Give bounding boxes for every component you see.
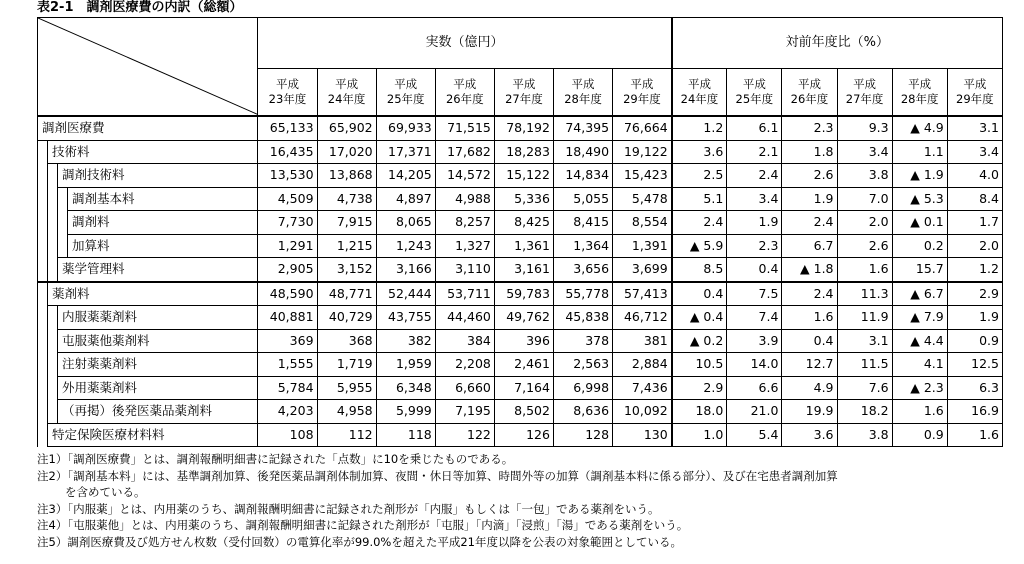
header-row-groups [38, 18, 1003, 69]
ratio-value: 8.4 [947, 187, 1002, 211]
row-label: 調剤基本料 [68, 187, 258, 211]
indent-cell [38, 353, 48, 377]
ratio-value: 2.9 [947, 282, 1002, 306]
ratio-value: 1.6 [782, 306, 837, 330]
year-header-actual-0: 平成 23年度 [258, 69, 317, 117]
year-header-ratio-3: 平成 27年度 [837, 69, 892, 117]
actual-value: 15,423 [613, 164, 672, 188]
indent-cell [38, 211, 48, 235]
ratio-value: 7.6 [837, 376, 892, 400]
indent-cell [48, 164, 58, 188]
actual-value: 3,161 [494, 258, 553, 282]
actual-value: 15,122 [494, 164, 553, 188]
row-label: 内服薬薬剤料 [58, 306, 258, 330]
row-label: （再掲）後発医薬品薬剤料 [58, 400, 258, 424]
ratio-value: ▲ 6.7 [892, 282, 947, 306]
actual-value: 1,243 [376, 234, 435, 258]
ratio-value: ▲ 5.3 [892, 187, 947, 211]
ratio-value: 12.7 [782, 353, 837, 377]
actual-value: 3,110 [435, 258, 494, 282]
actual-value: 8,554 [613, 211, 672, 235]
ratio-value: 2.1 [727, 140, 782, 164]
indent-cell [48, 187, 58, 211]
ratio-value: 0.9 [947, 329, 1002, 353]
table-title: 表2-1 調剤医療費の内訳（総額） [37, 0, 243, 15]
row-label: 調剤医療費 [38, 116, 258, 140]
actual-value: 19,122 [613, 140, 672, 164]
ratio-value: 15.7 [892, 258, 947, 282]
ratio-value: 1.8 [782, 140, 837, 164]
ratio-value: 2.6 [782, 164, 837, 188]
ratio-value: 10.5 [672, 353, 727, 377]
ratio-value: 2.3 [782, 116, 837, 140]
row-label: 薬学管理料 [58, 258, 258, 282]
actual-value: 381 [613, 329, 672, 353]
actual-value: 45,838 [553, 306, 612, 330]
indent-cell [48, 353, 58, 377]
actual-value: 3,699 [613, 258, 672, 282]
indent-cell [38, 329, 48, 353]
indent-cell [48, 234, 58, 258]
actual-value: 74,395 [553, 116, 612, 140]
row-label: 外用薬薬剤料 [58, 376, 258, 400]
actual-value: 5,336 [494, 187, 553, 211]
ratio-value: 1.6 [837, 258, 892, 282]
table-row [38, 376, 1003, 400]
actual-value: 384 [435, 329, 494, 353]
ratio-value: 7.4 [727, 306, 782, 330]
actual-value: 40,881 [258, 306, 317, 330]
ratio-value: 21.0 [727, 400, 782, 424]
ratio-value: 2.0 [837, 211, 892, 235]
ratio-value: 7.5 [727, 282, 782, 306]
ratio-value: 1.6 [892, 400, 947, 424]
actual-value: 14,205 [376, 164, 435, 188]
actual-value: 44,460 [435, 306, 494, 330]
table-row [38, 234, 1003, 258]
actual-value: 1,719 [317, 353, 376, 377]
ratio-value: 16.9 [947, 400, 1002, 424]
actual-value: 8,065 [376, 211, 435, 235]
table-row [38, 353, 1003, 377]
actual-value: 7,195 [435, 400, 494, 424]
ratio-value: 2.6 [837, 234, 892, 258]
actual-value: 55,778 [553, 282, 612, 306]
actual-value: 8,636 [553, 400, 612, 424]
ratio-value: 3.6 [782, 423, 837, 447]
actual-value: 5,955 [317, 376, 376, 400]
indent-cell [48, 376, 58, 400]
row-label: 技術料 [48, 140, 258, 164]
ratio-value: 2.4 [782, 282, 837, 306]
actual-value: 14,834 [553, 164, 612, 188]
actual-value: 7,436 [613, 376, 672, 400]
year-header-actual-1: 平成 24年度 [317, 69, 376, 117]
dispensing-cost-table [37, 17, 1003, 447]
indent-cell [48, 400, 58, 424]
ratio-value: 1.9 [947, 306, 1002, 330]
year-header-ratio-5: 平成 29年度 [947, 69, 1002, 117]
actual-value: 8,502 [494, 400, 553, 424]
actual-value: 52,444 [376, 282, 435, 306]
year-header-actual-2: 平成 25年度 [376, 69, 435, 117]
actual-value: 76,664 [613, 116, 672, 140]
ratio-value: 3.4 [727, 187, 782, 211]
year-header-actual-4: 平成 27年度 [494, 69, 553, 117]
indent-cell [38, 140, 48, 164]
actual-value: 1,364 [553, 234, 612, 258]
indent-cell [38, 164, 48, 188]
indent-cell [38, 376, 48, 400]
actual-value: 65,902 [317, 116, 376, 140]
actual-value: 130 [613, 423, 672, 447]
ratio-value: 1.2 [947, 258, 1002, 282]
year-header-ratio-2: 平成 26年度 [782, 69, 837, 117]
table-row [38, 423, 1003, 447]
actual-value: 368 [317, 329, 376, 353]
actual-value: 7,730 [258, 211, 317, 235]
actual-value: 2,905 [258, 258, 317, 282]
actual-value: 53,711 [435, 282, 494, 306]
ratio-value: 3.8 [837, 164, 892, 188]
table-row [38, 258, 1003, 282]
indent-cell [48, 211, 58, 235]
actual-value: 17,371 [376, 140, 435, 164]
row-label: 薬剤料 [48, 282, 258, 306]
ratio-value: 12.5 [947, 353, 1002, 377]
ratio-value: 6.7 [782, 234, 837, 258]
indent-cell [38, 306, 48, 330]
ratio-value: 3.8 [837, 423, 892, 447]
actual-value: 396 [494, 329, 553, 353]
table-row [38, 282, 1003, 306]
ratio-value: 2.4 [672, 211, 727, 235]
ratio-value: 0.4 [727, 258, 782, 282]
ratio-value: 0.4 [782, 329, 837, 353]
ratio-value: 2.4 [727, 164, 782, 188]
ratio-value: 0.4 [672, 282, 727, 306]
ratio-value: 2.0 [947, 234, 1002, 258]
ratio-value: 3.4 [837, 140, 892, 164]
actual-value: 5,478 [613, 187, 672, 211]
ratio-value: 4.1 [892, 353, 947, 377]
actual-value: 10,092 [613, 400, 672, 424]
actual-value: 16,435 [258, 140, 317, 164]
actual-value: 59,783 [494, 282, 553, 306]
row-label: 加算料 [68, 234, 258, 258]
ratio-value: 3.1 [947, 116, 1002, 140]
ratio-value: ▲ 7.9 [892, 306, 947, 330]
ratio-value: 2.9 [672, 376, 727, 400]
actual-value: 3,152 [317, 258, 376, 282]
actual-value: 369 [258, 329, 317, 353]
actual-value: 4,203 [258, 400, 317, 424]
actual-value: 2,208 [435, 353, 494, 377]
ratio-value: ▲ 4.9 [892, 116, 947, 140]
footnote-line: 注3）「内服薬」とは、内用薬のうち、調剤報酬明細書に記録された剤形が「内服」もしくは「一包」である薬剤をいう。 [37, 501, 660, 516]
indent-cell [58, 234, 68, 258]
actual-value: 17,682 [435, 140, 494, 164]
ratio-value: 1.9 [727, 211, 782, 235]
actual-value: 1,555 [258, 353, 317, 377]
ratio-value: ▲ 2.3 [892, 376, 947, 400]
ratio-value: 11.5 [837, 353, 892, 377]
actual-value: 3,166 [376, 258, 435, 282]
actual-value: 18,283 [494, 140, 553, 164]
ratio-value: 4.9 [782, 376, 837, 400]
actual-value: 40,729 [317, 306, 376, 330]
footnotes [37, 451, 1017, 550]
actual-value: 382 [376, 329, 435, 353]
ratio-value: 6.1 [727, 116, 782, 140]
ratio-value: ▲ 5.9 [672, 234, 727, 258]
ratio-value: ▲ 0.2 [672, 329, 727, 353]
actual-value: 18,490 [553, 140, 612, 164]
row-label: 屯服薬他薬剤料 [58, 329, 258, 353]
indent-cell [38, 234, 48, 258]
ratio-value: ▲ 0.1 [892, 211, 947, 235]
ratio-value: 0.2 [892, 234, 947, 258]
actual-value: 8,425 [494, 211, 553, 235]
actual-value: 7,164 [494, 376, 553, 400]
ratio-value: 1.2 [672, 116, 727, 140]
year-header-ratio-4: 平成 28年度 [892, 69, 947, 117]
table-row [38, 400, 1003, 424]
ratio-value: 3.4 [947, 140, 1002, 164]
ratio-value: 1.1 [892, 140, 947, 164]
actual-value: 2,563 [553, 353, 612, 377]
indent-cell [58, 211, 68, 235]
actual-value: 1,291 [258, 234, 317, 258]
ratio-value: 5.1 [672, 187, 727, 211]
ratio-value: 6.3 [947, 376, 1002, 400]
ratio-value: 8.5 [672, 258, 727, 282]
footnote-line: 注5）調剤医療費及び処方せん枚数（受付回数）の電算化率が99.0%を超えた平成21年度以降を公表の対象範囲としている。 [37, 534, 682, 549]
actual-value: 5,784 [258, 376, 317, 400]
actual-value: 1,959 [376, 353, 435, 377]
ratio-value: 4.0 [947, 164, 1002, 188]
ratio-value: 5.4 [727, 423, 782, 447]
row-label: 調剤料 [68, 211, 258, 235]
table-row [38, 164, 1003, 188]
actual-value: 1,215 [317, 234, 376, 258]
table-row [38, 140, 1003, 164]
ratio-value: 3.1 [837, 329, 892, 353]
table-row [38, 116, 1003, 140]
actual-value: 8,257 [435, 211, 494, 235]
indent-cell [58, 187, 68, 211]
ratio-value: 1.9 [782, 187, 837, 211]
ratio-value: ▲ 1.8 [782, 258, 837, 282]
year-header-ratio-0: 平成 24年度 [672, 69, 727, 117]
actual-value: 4,509 [258, 187, 317, 211]
actual-value: 69,933 [376, 116, 435, 140]
table-row [38, 187, 1003, 211]
indent-cell [48, 306, 58, 330]
ratio-value: 3.9 [727, 329, 782, 353]
ratio-value: ▲ 1.9 [892, 164, 947, 188]
actual-value: 13,530 [258, 164, 317, 188]
actual-value: 46,712 [613, 306, 672, 330]
footnote-line: を含めている。 [65, 485, 146, 499]
actual-value: 6,660 [435, 376, 494, 400]
ratio-value: 9.3 [837, 116, 892, 140]
row-label: 調剤技術料 [58, 164, 258, 188]
table-row [38, 329, 1003, 353]
corner-cell [38, 18, 258, 117]
indent-cell [38, 282, 48, 306]
ratio-value: 1.0 [672, 423, 727, 447]
actual-value: 2,461 [494, 353, 553, 377]
ratio-value: 2.3 [727, 234, 782, 258]
ratio-value: 19.9 [782, 400, 837, 424]
ratio-value: 1.6 [947, 423, 1002, 447]
actual-value: 14,572 [435, 164, 494, 188]
actual-value: 4,958 [317, 400, 376, 424]
actual-value: 13,868 [317, 164, 376, 188]
actual-value: 118 [376, 423, 435, 447]
actual-value: 2,884 [613, 353, 672, 377]
ratio-value: 2.5 [672, 164, 727, 188]
row-label: 特定保険医療材料料 [48, 423, 258, 447]
year-header-actual-3: 平成 26年度 [435, 69, 494, 117]
ratio-value: 2.4 [782, 211, 837, 235]
actual-value: 48,590 [258, 282, 317, 306]
actual-value: 6,348 [376, 376, 435, 400]
ratio-value: 18.0 [672, 400, 727, 424]
ratio-value: 1.7 [947, 211, 1002, 235]
actual-value: 17,020 [317, 140, 376, 164]
row-label: 注射薬薬剤料 [58, 353, 258, 377]
ratio-value: 14.0 [727, 353, 782, 377]
actual-value: 128 [553, 423, 612, 447]
ratio-value: 6.6 [727, 376, 782, 400]
indent-cell [48, 329, 58, 353]
table-row [38, 306, 1003, 330]
corner-diagonal [38, 18, 258, 115]
indent-cell [38, 187, 48, 211]
actual-value: 1,391 [613, 234, 672, 258]
actual-value: 8,415 [553, 211, 612, 235]
year-header-ratio-1: 平成 25年度 [727, 69, 782, 117]
actual-value: 5,055 [553, 187, 612, 211]
ratio-value: ▲ 0.4 [672, 306, 727, 330]
footnote-line: 注4）「屯服薬他」とは、内用薬のうち、調剤報酬明細書に記録された剤形が「屯服」「内滴」「浸煎」「湯」である薬剤をいう。 [37, 518, 689, 532]
ratio-value: 18.2 [837, 400, 892, 424]
ratio-value: 0.9 [892, 423, 947, 447]
year-header-actual-6: 平成 29年度 [613, 69, 672, 117]
actual-value: 49,762 [494, 306, 553, 330]
indent-cell [38, 400, 48, 424]
actual-value: 43,755 [376, 306, 435, 330]
actual-value: 4,897 [376, 187, 435, 211]
actual-value: 122 [435, 423, 494, 447]
footnote-line: 注2）「調剤基本料」には、基準調剤加算、後発医薬品調剤体制加算、夜間・休日等加算、時間外等の加算（調剤基本料に係る部分）、及び在宅患者調剤加算 [37, 468, 838, 483]
group-header-ratio: 対前年度比（%） [672, 18, 1003, 69]
actual-value: 65,133 [258, 116, 317, 140]
actual-value: 78,192 [494, 116, 553, 140]
year-header-actual-5: 平成 28年度 [553, 69, 612, 117]
indent-cell [48, 258, 58, 282]
indent-cell [38, 423, 48, 447]
actual-value: 108 [258, 423, 317, 447]
actual-value: 1,361 [494, 234, 553, 258]
ratio-value: 7.0 [837, 187, 892, 211]
table-row [38, 211, 1003, 235]
actual-value: 7,915 [317, 211, 376, 235]
actual-value: 57,413 [613, 282, 672, 306]
actual-value: 126 [494, 423, 553, 447]
actual-value: 1,327 [435, 234, 494, 258]
group-header-actual: 実数（億円） [258, 18, 672, 69]
actual-value: 5,999 [376, 400, 435, 424]
footnote-line: 注1）「調剤医療費」とは、調剤報酬明細書に記録された「点数」に10を乗じたものである。 [37, 452, 514, 466]
ratio-value: ▲ 4.4 [892, 329, 947, 353]
indent-cell [38, 258, 48, 282]
actual-value: 48,771 [317, 282, 376, 306]
actual-value: 4,988 [435, 187, 494, 211]
ratio-value: 11.3 [837, 282, 892, 306]
ratio-value: 11.9 [837, 306, 892, 330]
actual-value: 378 [553, 329, 612, 353]
actual-value: 71,515 [435, 116, 494, 140]
actual-value: 112 [317, 423, 376, 447]
ratio-value: 3.6 [672, 140, 727, 164]
actual-value: 3,656 [553, 258, 612, 282]
actual-value: 6,998 [553, 376, 612, 400]
actual-value: 4,738 [317, 187, 376, 211]
